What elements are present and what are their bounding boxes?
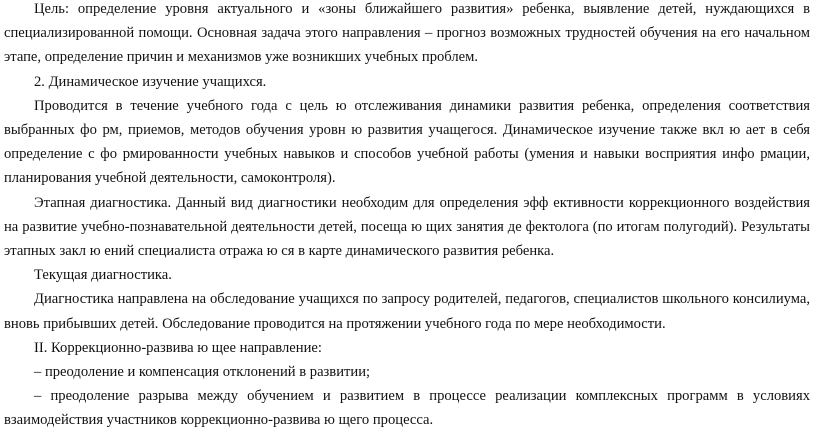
paragraph-current-diagnostics-heading: Текущая диагностика.: [34, 267, 172, 284]
paragraph-current-diagnostics-body: Диагностика направлена на обследование учащихся по запросу родителей, педагогов, специалистов школьного консилиума, вновь прибывших детей. Обследование проводится на протяжении учебного года по мере необходимости.: [4, 291, 810, 332]
paragraph-correction-heading: II. Коррекционно-развива ю щее направление:: [34, 339, 322, 356]
paragraph-goal: Цель: определение уровня актуального и «зоны ближайшего развития» ребенка, выявление детей, нуждающихся в специализированной помощи. Основная задача этого направления – прогноз возможных трудностей обучения на его начальном этапе, определение причин и механизмов уже возникших учебных проблем.: [4, 1, 810, 66]
list-item-compensation: – преодоление и компенсация отклонений в развитии;: [34, 364, 371, 381]
paragraph-dynamic-study-heading: 2. Динамическое изучение учащихся.: [34, 73, 267, 90]
list-item-gap-bridging: – преодоление разрыва между обучением и развитием в процессе реализации комплексных программ в условиях взаимодействия участников коррекционно-развива ю щего процесса.: [4, 388, 810, 429]
paragraph-stage-diagnostics: Этапная диагностика. Данный вид диагностики необходим для определения эфф ективности коррекционного воздействия на развитие учебно-познавательной деятельности детей, посеща ю щих занятия де фектолога (по итогам полугодий). Результаты этапных закл ю ений специалиста отража ю ся в карте динамического развития ребенка.: [4, 194, 810, 260]
paragraph-dynamic-study-body: Проводится в течение учебного года с цель ю отслеживания динамики развития ребенка, определения соответствия выбранных фо рм, приемов, методов обучения уровн ю развития учащегося. Динамическое изучение также вкл ю ает в себя определение с фо рмированности учебных навыков и способов учебной работы (умения и навыки восприятия инфо рмации, планирования учебной деятельности, самоконтроля).: [4, 97, 810, 187]
